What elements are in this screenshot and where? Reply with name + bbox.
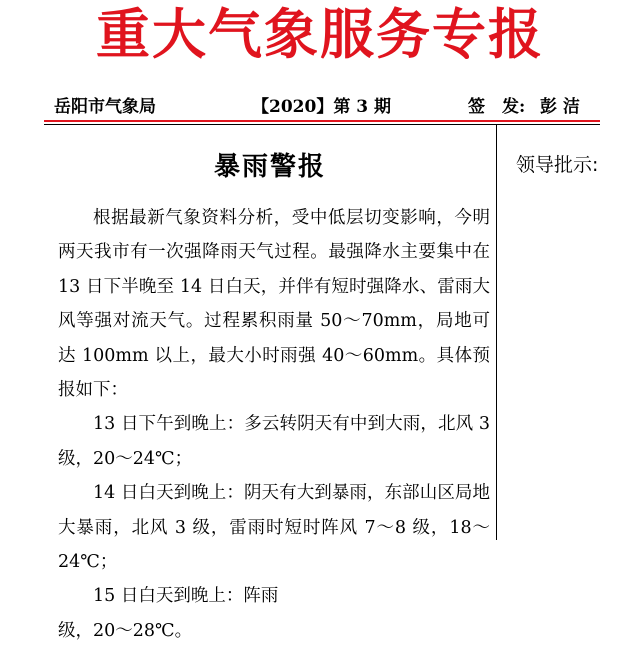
paragraph-forecast-15: 15 日白天到晚上：阵雨 <box>93 586 279 607</box>
paragraph-forecast-13: 13 日下午到晚上：多云转阴天有中到大雨，北风 3 级，20～24℃； <box>58 414 490 469</box>
header-red-rule <box>44 120 600 122</box>
image-fade-overlay <box>300 540 500 628</box>
issue-info-bar <box>54 92 594 118</box>
article-title: 暴雨警报 <box>213 152 326 182</box>
issue-number: 【2020】第 3 期 <box>252 97 391 117</box>
signer-label: 签 发: <box>468 97 526 117</box>
signer-name: 彭 洁 <box>540 97 580 117</box>
header-black-rule <box>44 124 600 125</box>
paragraph-forecast-14: 14 日白天到晚上：阴天有大到暴雨，东部山区局地大暴雨，北风 3 级，雷雨时短时阵风 7～8 级，18～24℃； <box>58 483 490 573</box>
masthead-title: 重大气象服务专报 <box>96 3 544 66</box>
issuer-name: 岳阳市气象局 <box>54 97 156 117</box>
paragraph-forecast-15-cont: 级，20～28℃。 <box>58 620 193 641</box>
leader-comment-label: 领导批示: <box>516 154 599 176</box>
paragraph-intro: 根据最新气象资料分析，受中低层切变影响，今明两天我市有一次强降雨天气过程。最强降水主要集中在 13 日下半晚至 14 日白天，并伴有短时强降水、雷雨大风等强对流天气。过程累积雨量 50～70mm，局地可达 100mm 以上，最大小时雨强 40～60mm。具体预报如下： <box>58 208 490 401</box>
